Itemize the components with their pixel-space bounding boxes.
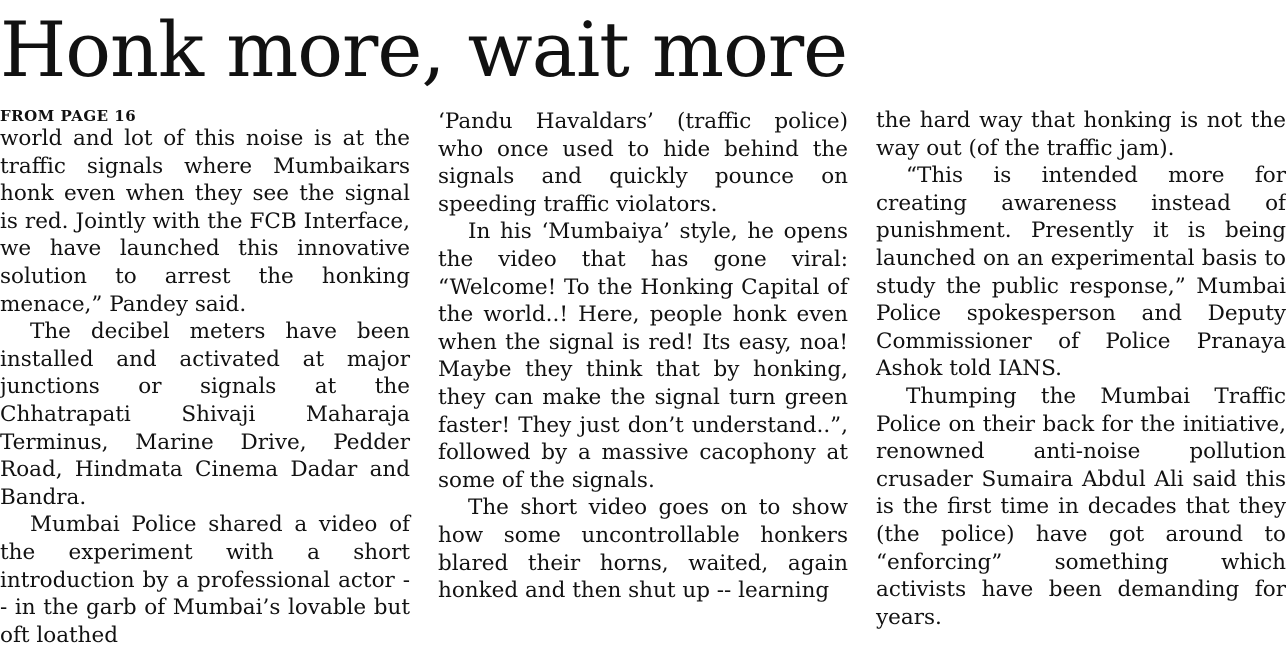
paragraph: The decibel meters have been installed and activated at major junctions or signals at the Chhatrapati Shivaji Maharaja Terminus, Marine Drive, Pedder Road, Hindmata Cinema Dadar and Bandra. [0, 319, 410, 510]
headline: Honk more, wait more [0, 5, 848, 94]
paragraph: Mumbai Police shared a video of the experiment with a short introduction by a professional actor -- in the garb of Mumbai’s lovable but oft loathed [0, 512, 410, 648]
paragraph: Thumping the Mumbai Traffic Police on their back for the initiative, renowned anti-noise pollution crusader Sumaira Abdul Ali said this is the first time in decades that they (the police) have got around to “enforcing” something which activists have been demanding for years. [876, 383, 1286, 630]
paragraph: world and lot of this noise is at the traffic signals where Mumbaikars honk even when they see the signal is red. Jointly with the FCB Interface, we have launched this innovative solution to arrest the honking menace,” Pandey said. [0, 126, 410, 317]
paragraph: The short video goes on to show how some uncontrollable honkers blared their horns, waited, again honked and then shut up -- learning [438, 495, 848, 604]
article-column-1 [0, 107, 410, 649]
paragraph: the hard way that honking is not the way out (of the traffic jam). [876, 108, 1286, 161]
paragraph: ‘Pandu Havaldars’ (traffic police) who once used to hide behind the signals and quickly pounce on speeding traffic violators. [438, 109, 848, 217]
article-column-2 [438, 107, 848, 605]
paragraph: In his ‘Mumbaiya’ style, he opens the video that has gone viral: “Welcome! To the Honking Capital of the world..! Here, people honk even when the signal is red! Its easy, noa! Maybe they think that by honking, they can make the signal turn green faster! They just don’t understand..”, followed by a massive cacophony at some of the signals. [438, 219, 848, 493]
paragraph: “This is intended more for creating awareness instead of punishment. Presently it is being launched on an experimental basis to study the public response,” Mumbai Police spokesperson and Deputy Commissioner of Police Pranaya Ashok told IANS. [876, 163, 1286, 382]
article-column-3 [876, 107, 1286, 631]
continued-from-kicker: FROM PAGE 16 [0, 107, 137, 125]
